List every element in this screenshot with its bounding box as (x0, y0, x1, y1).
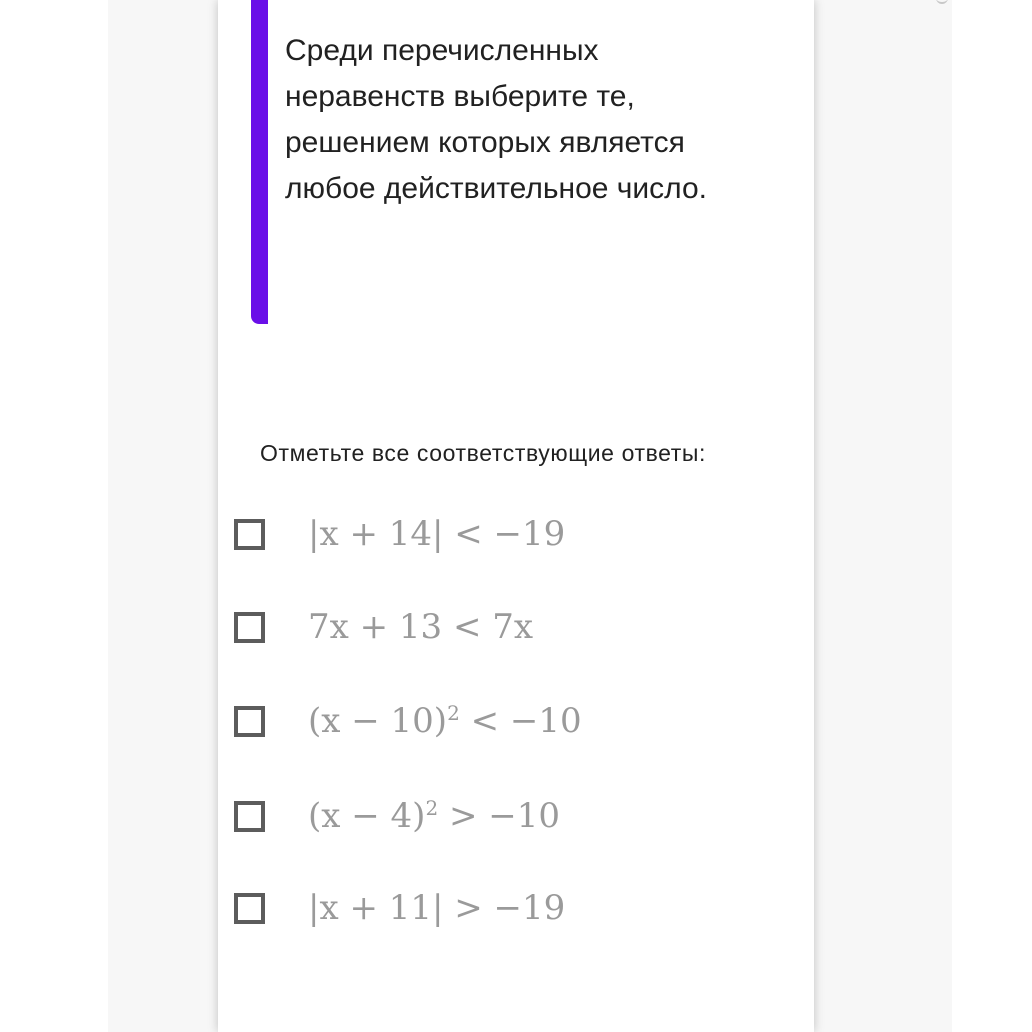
answer-option-2[interactable] (234, 607, 534, 647)
formula-base: (x − 4) (308, 796, 426, 837)
checkbox-unchecked-icon[interactable] (234, 519, 265, 550)
answer-instruction: Отметьте все соответствующие ответы: (260, 440, 707, 466)
answer-formula: |x + 14| < −19 (308, 514, 566, 554)
answer-option-5[interactable] (234, 888, 566, 928)
answer-formula (308, 796, 560, 836)
answer-formula: |x + 11| > −19 (308, 888, 566, 928)
question-text: Среди перечисленных неравенств выберите те, решением которых является любое действительное число. (285, 34, 708, 205)
checkbox-unchecked-icon[interactable] (234, 893, 265, 924)
formula-rest: < −10 (459, 701, 582, 742)
formula-exponent: 2 (447, 700, 460, 725)
checkbox-unchecked-icon[interactable] (234, 612, 265, 643)
checkbox-unchecked-icon[interactable] (234, 801, 265, 832)
answer-formula (308, 701, 582, 741)
answer-option-4[interactable] (234, 795, 561, 837)
formula-base: (x − 10) (308, 701, 448, 742)
formula-exponent: 2 (425, 795, 439, 820)
question-accent-bar (251, 0, 268, 324)
answer-option-1[interactable] (234, 514, 566, 554)
answer-option-3[interactable] (234, 700, 582, 742)
formula-rest: > −10 (438, 796, 561, 837)
checkbox-unchecked-icon[interactable] (234, 706, 265, 737)
answer-formula: 7x + 13 < 7x (308, 607, 534, 647)
